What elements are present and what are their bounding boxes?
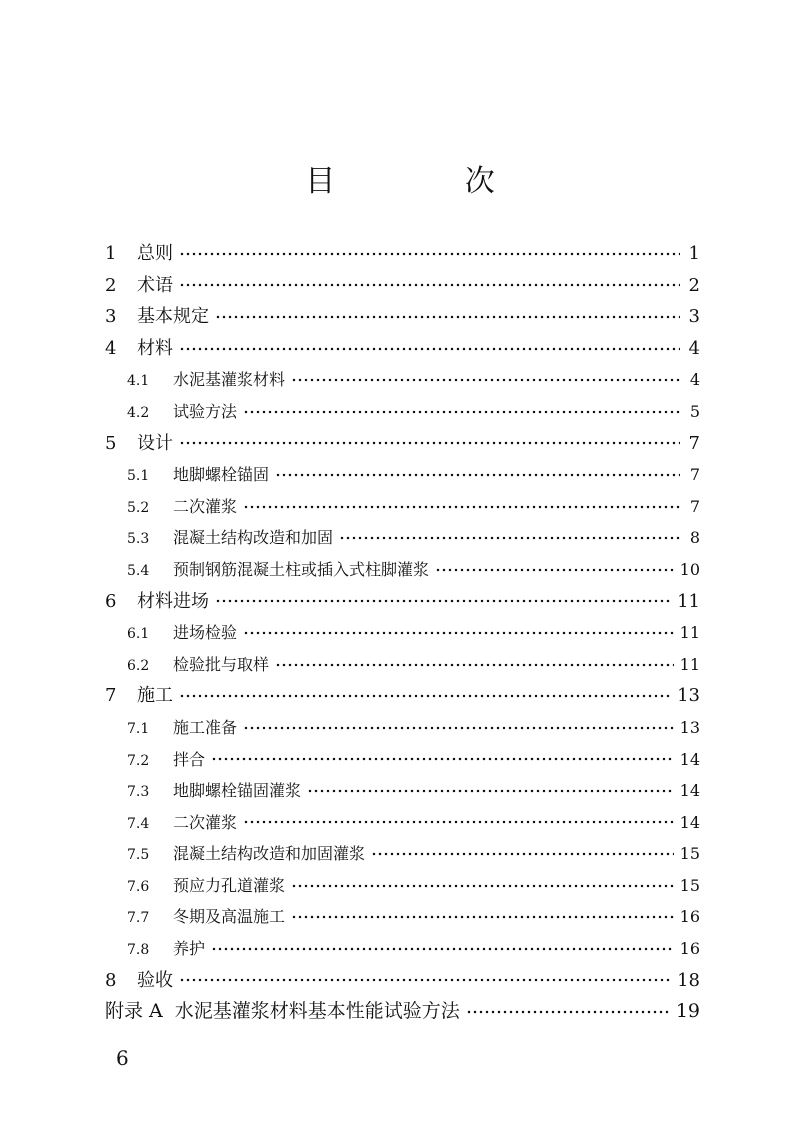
toc-entry-number: 3 [105,306,117,328]
toc-entry[interactable] [105,744,700,776]
toc-entry[interactable] [105,396,700,428]
dot-leader [179,977,671,983]
toc-entry-page: 14 [679,812,700,832]
toc-entry[interactable] [105,775,700,807]
toc-entry[interactable] [105,459,700,491]
toc-entry-number: 7.2 [127,752,150,769]
toc-entry-page: 7 [688,432,700,454]
toc-entry-page: 4 [689,370,700,390]
dot-leader [179,440,680,446]
toc-entry-page: 19 [675,1000,700,1023]
toc-entry-number: 5.1 [127,468,150,485]
dot-leader [243,504,680,510]
toc-entry[interactable] [105,301,700,333]
toc-entry-number: 7.1 [127,720,150,737]
toc-entry-number: 4 [105,337,117,359]
dot-leader [291,914,674,920]
toc-entry[interactable] [105,522,700,554]
toc-entry-title: 检验批与取样 [173,654,270,674]
dot-leader [339,535,680,541]
dot-leader [291,377,680,383]
toc-entry-number: 7.8 [127,942,150,959]
toc-entry-number: 5 [105,432,117,454]
toc-entry-page: 13 [677,685,700,707]
toc-entry-title: 混凝土结构改造和加固 [173,528,334,548]
toc-entry[interactable] [105,428,700,460]
toc-entry-title: 混凝土结构改造和加固灌浆 [173,844,366,864]
toc-entry-page: 15 [679,875,700,895]
toc-entry[interactable] [105,617,700,649]
toc-entry-page: 10 [679,559,700,579]
toc-entry-page: 7 [689,465,700,485]
toc-entry-title: 术语 [137,274,173,296]
page-title: 目 次 [305,164,555,199]
toc-entry-page: 16 [679,939,700,959]
toc-entry-number: 7.5 [127,847,150,864]
dot-leader [307,788,674,794]
dot-leader [371,851,674,857]
toc-entry-title: 水泥基灌浆材料基本性能试验方法 [174,1000,460,1023]
toc-entry-page: 7 [689,496,700,516]
toc-entry-page: 14 [679,749,700,769]
dot-leader [179,693,671,699]
toc-entry[interactable] [105,491,700,523]
toc-entry-page: 2 [688,274,700,296]
toc-entry-number: 5.2 [127,499,150,516]
toc-entry-title: 材料 [137,337,173,359]
toc-entry-title: 材料进场 [137,590,209,612]
dot-leader [179,251,680,257]
toc-entry-title: 基本规定 [137,306,209,328]
toc-entry-title: 养护 [173,939,206,959]
toc-entry-title: 施工准备 [173,717,238,737]
toc-entry[interactable] [105,586,700,618]
toc-entry[interactable] [105,680,700,712]
toc-entry-page: 4 [688,337,700,359]
toc-entry[interactable] [105,807,700,839]
toc-entry-number: 4.1 [127,373,150,390]
toc-entry[interactable] [105,270,700,302]
toc-entry-number: 附录 A [105,1000,163,1023]
toc-entry[interactable] [105,965,700,997]
toc-entry-title: 设计 [137,432,173,454]
toc-entry-page: 3 [688,306,700,328]
dot-leader [215,598,671,604]
toc-entry[interactable] [105,901,700,933]
dot-leader [179,346,680,352]
toc-entry-page: 18 [677,969,700,991]
toc-entry-number: 7.3 [127,784,150,801]
toc-entry-title: 拌合 [173,749,206,769]
toc-entry[interactable] [105,870,700,902]
dot-leader [243,630,674,636]
toc-entry-number: 4.2 [127,404,150,421]
toc-entry-page: 14 [679,781,700,801]
toc-entry-page: 11 [679,623,700,643]
toc-entry-title: 施工 [137,685,173,707]
dot-leader [215,314,680,320]
toc-entry-number: 7 [105,685,117,707]
toc-entry-number: 5.4 [127,562,150,579]
toc-entry-number: 2 [105,274,117,296]
dot-leader [211,756,674,762]
dot-leader [179,282,680,288]
toc-entry-title: 水泥基灌浆材料 [173,370,286,390]
toc-entry-number: 7.7 [127,910,150,927]
toc-entry-page: 1 [688,243,700,264]
toc-entry-page: 11 [677,590,700,612]
toc-entry-page: 15 [679,844,700,864]
toc-entry-title: 预制钢筋混凝土柱或插入式柱脚灌浆 [173,559,430,579]
toc-entry[interactable] [105,333,700,365]
toc-entry-page: 11 [679,654,700,674]
page-number: 6 [116,1046,129,1070]
toc-entry-number: 6 [105,590,117,612]
toc-entry-title: 预应力孔道灌浆 [173,875,286,895]
toc-entry-page: 16 [679,907,700,927]
toc-entry-title: 地脚螺栓锚固灌浆 [173,781,302,801]
toc-entry-number: 7.6 [127,878,150,895]
dot-leader [275,662,674,668]
toc-entry-title: 进场检验 [173,623,238,643]
toc-entry-title: 地脚螺栓锚固 [173,465,270,485]
toc-entry-title: 试验方法 [173,401,238,421]
toc-entry-number: 1 [105,243,117,264]
toc-entry[interactable] [105,996,700,1028]
toc-entry-number: 5.3 [127,531,150,548]
toc-entry-page: 8 [689,528,700,548]
toc-entry[interactable] [105,838,700,870]
dot-leader [466,1009,670,1015]
dot-leader [211,946,674,952]
toc-entry[interactable] [105,238,700,270]
dot-leader [243,819,674,825]
toc-entry[interactable] [105,933,700,965]
toc-entry-number: 6.1 [127,626,150,643]
toc-entry-number: 8 [105,969,117,991]
toc-entry-page: 13 [679,717,700,737]
toc-entry-title: 冬期及高温施工 [173,907,286,927]
toc-entry-page: 5 [689,401,700,421]
toc-entry[interactable] [105,554,700,586]
dot-leader [435,567,674,573]
toc-entry-title: 二次灌浆 [173,812,238,832]
toc-entry[interactable] [105,364,700,396]
toc-entry-number: 7.4 [127,815,150,832]
toc-entry-number: 6.2 [127,657,150,674]
dot-leader [291,883,674,889]
table-of-contents [105,238,700,1028]
toc-entry-title: 验收 [137,969,173,991]
dot-leader [243,725,674,731]
toc-entry[interactable] [105,712,700,744]
toc-entry-title: 总则 [137,243,173,264]
toc-entry-title: 二次灌浆 [173,496,238,516]
toc-entry[interactable] [105,649,700,681]
dot-leader [275,472,680,478]
dot-leader [243,409,680,415]
